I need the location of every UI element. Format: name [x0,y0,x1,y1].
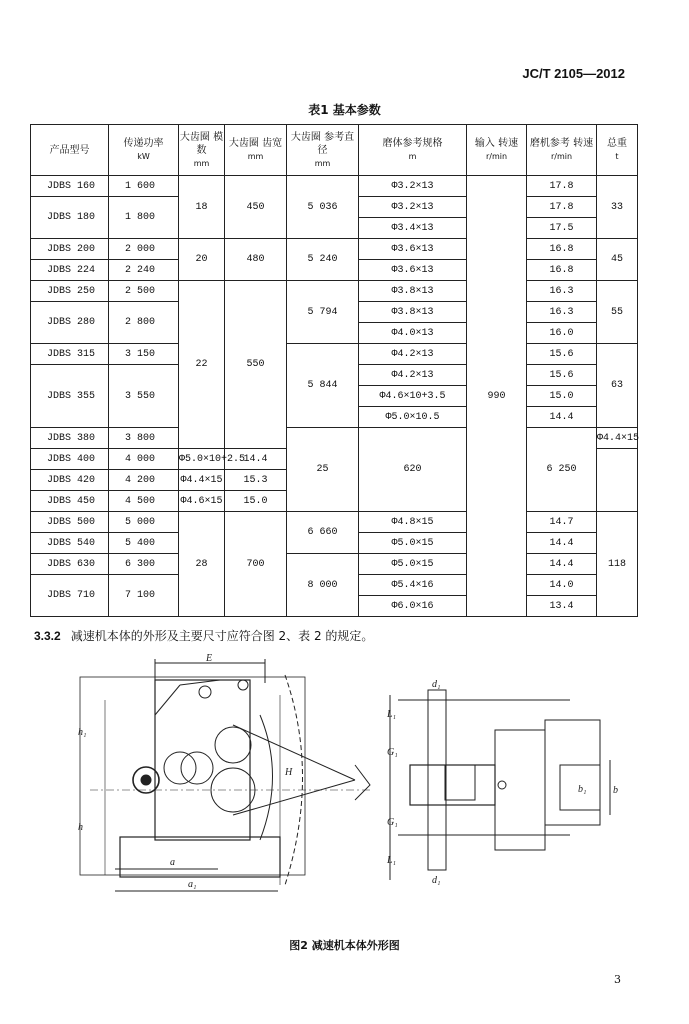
table-row [31,428,638,449]
mill-speed-cell: 16.8 [527,239,597,260]
power-cell: 7 100 [109,575,179,617]
diameter-cell: 6 250 [527,428,597,512]
model-cell: JDBS 450 [31,491,109,512]
power-cell: 2 240 [109,260,179,281]
clause-3-3-2 [34,627,373,644]
diameter-cell: 6 660 [287,512,359,554]
ring-gear-arc [260,715,273,840]
standard-code: JC/T 2105—2012 [522,66,625,81]
gear-lower [211,768,255,812]
table-caption: 表1 基本参数 [308,103,381,117]
header-input-speed: 输入 转速 r/min [467,125,527,176]
power-cell: 3 800 [109,428,179,449]
mill-speed-cell: 17.8 [527,176,597,197]
mill-speed-cell: 16.3 [527,281,597,302]
label-H: H [285,767,293,778]
figure-caption: 图2 减速机本体外形图 [289,939,400,952]
header-mill-spec: 磨体参考规格 m [359,125,467,176]
gear-left [164,752,196,784]
width-cell: 620 [359,428,467,512]
mill-spec-cell: Φ3.6×13 [359,260,467,281]
model-cell: JDBS 315 [31,344,109,365]
label-a: a [170,857,175,868]
power-cell: 2 800 [109,302,179,344]
mill-spec-cell: Φ3.2×13 [359,176,467,197]
power-cell: 1 600 [109,176,179,197]
mill-spec-cell: Φ4.8×15 [359,512,467,533]
label-G1-top: G₁ [387,747,398,758]
label-d1-top: d₁ [432,679,441,690]
mill-speed-cell: 15.6 [527,344,597,365]
label-a1: a₁ [188,879,197,890]
mill-speed-cell: 15.3 [225,470,287,491]
model-cell: JDBS 355 [31,365,109,428]
weight-cell: 63 [597,344,638,428]
diameter-cell: 5 794 [287,281,359,344]
model-cell: JDBS 224 [31,260,109,281]
diameter-cell: 5 240 [287,239,359,281]
label-h1: h₁ [78,727,87,738]
mill-speed-cell: 17.5 [527,218,597,239]
power-cell: 4 000 [109,449,179,470]
mill-spec-cell: Φ5.0×10+2.5 [179,449,225,470]
diameter-cell: 8 000 [287,554,359,617]
module-cell: 20 [179,239,225,281]
mill-spec-cell: Φ3.6×13 [359,239,467,260]
mill-speed-cell: 14.4 [225,449,287,470]
mill-speed-cell: 16.8 [527,260,597,281]
table-row [31,281,638,302]
mill-spec-cell: Φ5.0×10.5 [359,407,467,428]
base-frame [120,837,280,877]
header-diameter: 大齿圈 参考直径 mm [287,125,359,176]
mill-spec-cell: Φ4.0×13 [359,323,467,344]
label-L1-bottom: L₁ [387,855,397,866]
label-b1: b₁ [578,784,587,795]
mill-spec-cell: Φ3.8×13 [359,302,467,323]
power-cell: 2 500 [109,281,179,302]
mill-spec-cell: Φ4.6×10+3.5 [359,386,467,407]
power-cell: 3 150 [109,344,179,365]
gear-center [181,752,213,784]
header-power: 传递功率 kW [109,125,179,176]
mill-spec-cell: Φ3.4×13 [359,218,467,239]
mill-spec-cell: Φ4.4×15 [179,470,225,491]
model-cell: JDBS 280 [31,302,109,344]
page-number: 3 [614,973,621,986]
mill-speed-cell: 13.4 [527,596,597,617]
width-cell: 480 [225,239,287,281]
header-model: 产品型号 [31,125,109,176]
parameter-table [30,124,638,617]
weight-cell: 118 [597,512,638,617]
mill-speed-cell: 14.4 [527,533,597,554]
mill-speed-cell: 15.6 [527,365,597,386]
power-cell: 4 500 [109,491,179,512]
mill-spec-cell: Φ4.6×15 [179,491,225,512]
header-module: 大齿圈 模数 mm [179,125,225,176]
mill-speed-cell: 14.4 [527,407,597,428]
mill-speed-cell: 15.0 [527,386,597,407]
weight-cell: 33 [597,176,638,239]
table-row [31,554,638,575]
power-cell: 6 300 [109,554,179,575]
table-row [31,239,638,260]
mill-spec-cell: Φ4.2×13 [359,344,467,365]
gearbox-housing [155,680,250,840]
label-d1-bottom: d₁ [432,875,441,886]
module-cell: 18 [179,176,225,239]
mill-spec-cell: Φ3.8×13 [359,281,467,302]
model-cell: JDBS 420 [31,470,109,491]
mill-spec-cell: Φ4.4×15 [597,428,638,449]
diameter-cell: 5 036 [287,176,359,239]
model-cell: JDBS 710 [31,575,109,617]
label-b: b [613,785,618,796]
clause-number: 3.3.2 [34,629,61,643]
clause-text: 减速机本体的外形及主要尺寸应符合图 2、表 2 的规定。 [70,629,374,643]
header-width: 大齿圈 齿宽 mm [225,125,287,176]
gear-upper-right [215,727,251,763]
header-weight: 总重 t [597,125,638,176]
width-cell: 450 [225,176,287,239]
table-row [31,344,638,365]
model-cell: JDBS 400 [31,449,109,470]
weight-cell: 45 [597,239,638,281]
module-cell: 28 [179,512,225,617]
module-cell: 22 [179,281,225,449]
label-h: h [78,822,83,833]
diameter-cell: 5 844 [287,344,359,428]
model-cell: JDBS 250 [31,281,109,302]
mill-spec-cell: Φ5.0×15 [359,533,467,554]
model-cell: JDBS 500 [31,512,109,533]
power-cell: 3 550 [109,365,179,428]
mill-speed-cell: 15.0 [225,491,287,512]
table-row [31,512,638,533]
label-L1-top: L₁ [387,709,397,720]
header-mill-speed: 磨机参考 转速 r/min [527,125,597,176]
module-cell: 25 [287,428,359,512]
model-cell: JDBS 630 [31,554,109,575]
mill-spec-cell: Φ4.2×13 [359,365,467,386]
table-row [31,176,638,197]
mill-speed-cell: 14.7 [527,512,597,533]
mill-speed-cell: 14.0 [527,575,597,596]
model-cell: JDBS 540 [31,533,109,554]
power-cell: 2 000 [109,239,179,260]
width-cell: 550 [225,281,287,449]
left-view-outline [80,677,305,875]
inspection-port [199,686,211,698]
power-cell: 5 000 [109,512,179,533]
label-E: E [206,653,213,664]
mill-spec-cell: Φ6.0×16 [359,596,467,617]
input-speed-cell: 990 [467,176,527,617]
mill-spec-cell: Φ5.4×16 [359,575,467,596]
power-cell: 1 800 [109,197,179,239]
mill-speed-cell: 17.8 [527,197,597,218]
shaft-column [428,690,446,870]
side-housing [410,765,495,805]
table-header-row [31,125,638,176]
mill-speed-cell: 14.4 [527,554,597,575]
model-cell: JDBS 200 [31,239,109,260]
mill-speed-cell: 16.3 [527,302,597,323]
mill-spec-cell: Φ5.0×15 [359,554,467,575]
reducer-outline-drawing [70,655,630,915]
mill-speed-cell: 16.0 [527,323,597,344]
power-cell: 5 400 [109,533,179,554]
model-cell: JDBS 180 [31,197,109,239]
width-cell: 700 [225,512,287,617]
weight-cell: 55 [597,281,638,344]
label-G1-bottom: G₁ [387,817,398,828]
model-cell: JDBS 160 [31,176,109,197]
mill-spec-cell: Φ3.2×13 [359,197,467,218]
power-cell: 4 200 [109,470,179,491]
model-cell: JDBS 380 [31,428,109,449]
